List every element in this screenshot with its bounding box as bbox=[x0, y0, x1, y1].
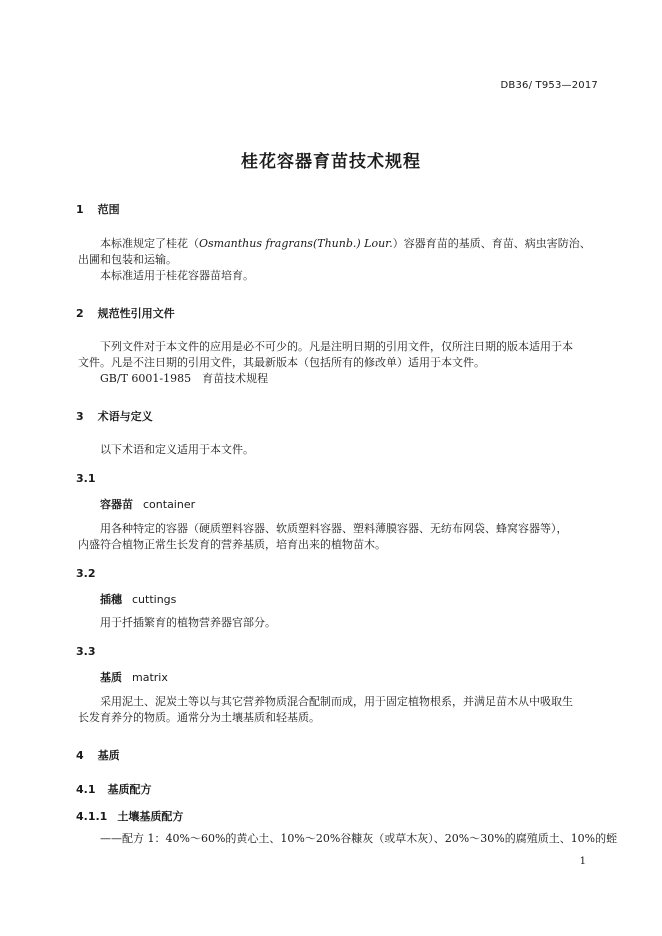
section-number: 4 bbox=[76, 749, 84, 762]
definition-continuation: 内盛符合植物正常生长发育的营养基质，培育出来的植物苗木。 bbox=[78, 538, 386, 551]
definition: 用各种特定的容器（硬质塑料容器、软质塑料容器、塑料薄膜容器、无纺布网袋、蜂窝容器等）， bbox=[100, 522, 568, 535]
paragraph: 本标准适用于桂花容器苗培育。 bbox=[100, 269, 254, 282]
subsection-number: 3.1 bbox=[76, 472, 96, 485]
definition: 采用泥土、泥炭土等以与其它营养物质混合配制而成，用于固定植物根系，并满足苗木从中吸取生 bbox=[100, 695, 573, 708]
term-en: container bbox=[143, 498, 196, 511]
document-code: DB36/ T953—2017 bbox=[500, 80, 598, 91]
term-cn: 基质 bbox=[100, 671, 122, 684]
term-entry bbox=[100, 669, 168, 685]
term-en: cuttings bbox=[132, 593, 177, 606]
section-4-heading bbox=[76, 747, 120, 763]
section-3-heading bbox=[76, 408, 153, 424]
section-title: 基质 bbox=[97, 749, 120, 762]
subsection-number: 3.2 bbox=[76, 567, 96, 580]
list-item: ——配方 1：40%～60%的黄心土、10%～20%谷糠灰（或草木灰）、20%～30%的腐殖质土、10%的蛭 bbox=[100, 832, 618, 845]
subsection-number: 3.3 bbox=[76, 645, 96, 658]
subsection-4-1-heading bbox=[76, 781, 152, 797]
paragraph-continuation: 文件。凡是不注日期的引用文件，其最新版本（包括所有的修改单）适用于本文件。 bbox=[78, 356, 485, 369]
term-entry bbox=[100, 591, 176, 607]
subsection-number: 4.1.1 bbox=[76, 810, 108, 823]
subsection-4-1-1-heading bbox=[76, 808, 183, 824]
paragraph-continuation: 出圃和包装和运输。 bbox=[78, 253, 177, 266]
subsection-number: 4.1 bbox=[76, 783, 96, 796]
term-cn: 容器苗 bbox=[100, 498, 133, 511]
section-title: 规范性引用文件 bbox=[97, 307, 175, 320]
subsection-title: 基质配方 bbox=[107, 783, 152, 796]
definition-continuation: 长发育养分的物质。通常分为土壤基质和轻基质。 bbox=[78, 711, 320, 724]
term-en: matrix bbox=[132, 671, 168, 684]
page-number: 1 bbox=[579, 856, 586, 867]
term-entry bbox=[100, 496, 195, 512]
section-number: 2 bbox=[76, 307, 84, 320]
subsection-title: 土壤基质配方 bbox=[117, 810, 184, 823]
definition: 用于扦插繁育的植物营养器官部分。 bbox=[100, 616, 276, 629]
paragraph: 以下术语和定义适用于本文件。 bbox=[100, 443, 254, 456]
section-number: 1 bbox=[76, 203, 84, 216]
paragraph: 本标准规定了桂花（Osmanthus fragrans(Thunb.) Lour.）容器育苗的基质、育苗、病虫害防治、 bbox=[100, 237, 591, 250]
term-cn: 插穗 bbox=[100, 593, 122, 606]
section-2-heading bbox=[76, 305, 175, 321]
section-title: 范围 bbox=[97, 203, 120, 216]
section-title: 术语与定义 bbox=[97, 410, 153, 423]
normative-reference: GB/T 6001-1985 育苗技术规程 bbox=[100, 372, 269, 385]
document-title: 桂花容器育苗技术规程 bbox=[241, 152, 421, 172]
latin-name: Osmanthus fragrans(Thunb.) Lour. bbox=[199, 237, 393, 250]
section-1-heading bbox=[76, 201, 120, 217]
paragraph: 下列文件对于本文件的应用是必不可少的。凡是注明日期的引用文件，仅所注日期的版本适用于本 bbox=[100, 340, 573, 353]
section-number: 3 bbox=[76, 410, 84, 423]
